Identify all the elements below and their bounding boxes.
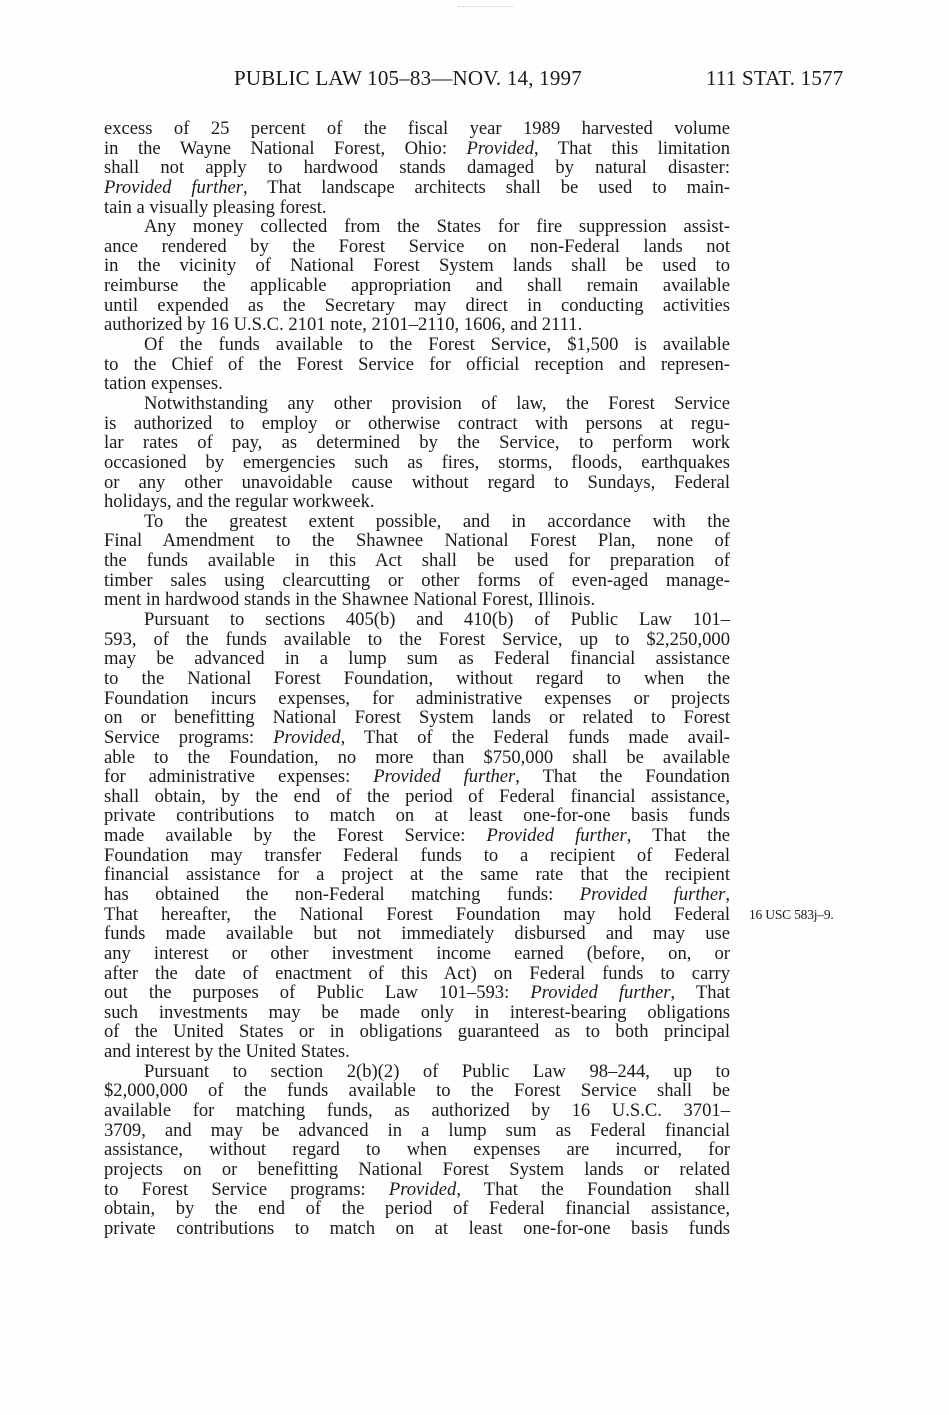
text-line: [104, 964, 730, 984]
text-run: and interest by the United States.: [104, 1041, 350, 1063]
text-run: in the vicinity of National Forest System lands shall be used to: [104, 255, 730, 277]
text-line: [104, 944, 730, 964]
text-run: until expended as the Secretary may direct in conducting activities: [104, 294, 730, 316]
text-line: [104, 335, 730, 355]
italic-term: Provided further: [579, 883, 726, 905]
text-run: ment in hardwood stands in the Shawnee National Forest, Illinois.: [104, 589, 596, 611]
running-head-stat-page: 111 STAT. 1577: [706, 66, 844, 90]
italic-term: Provided further: [486, 825, 627, 847]
text-line: [104, 1180, 730, 1200]
text-line: [104, 865, 730, 885]
text-run: on or benefitting National Forest System lands or related to Forest: [104, 707, 730, 729]
text-line: [104, 158, 730, 178]
text-run: , That landscape architects shall be used to main-: [243, 176, 730, 198]
text-line: [104, 355, 730, 375]
text-run: , That: [670, 982, 730, 1004]
text-run: projects on or benefitting National Forest System lands or related: [104, 1158, 730, 1180]
text-line: [104, 728, 730, 748]
text-run: private contributions to match on at least one-for-one basis funds: [104, 1217, 730, 1239]
italic-term: Provided further: [530, 982, 671, 1004]
text-line: [104, 531, 730, 551]
text-run: Foundation incurs expenses, for administrative expenses or projects: [104, 687, 730, 709]
text-line: [104, 198, 730, 218]
text-run: to Forest Service programs:: [104, 1178, 389, 1200]
text-run: $2,000,000 of the funds available to the Forest Service shall be: [104, 1080, 730, 1102]
text-run: That hereafter, the National Forest Foundation may hold Federal: [104, 903, 730, 925]
text-line: [104, 748, 730, 768]
text-run: , That the: [626, 825, 731, 847]
text-line: [104, 1003, 730, 1023]
text-line: [104, 119, 730, 139]
text-run: obtain, by the end of the period of Federal financial assistance,: [104, 1198, 730, 1220]
text-run: shall not apply to hardwood stands damaged by natural disaster:: [104, 157, 730, 179]
italic-term: Provided further: [104, 176, 244, 198]
text-line: [104, 708, 730, 728]
text-line: [104, 983, 730, 1003]
text-line: [104, 414, 730, 434]
italic-term: Provided: [273, 726, 341, 748]
text-line: [104, 1042, 730, 1062]
italic-term: Provided further: [373, 766, 516, 788]
text-run: able to the Foundation, no more than $750,000 shall be available: [104, 746, 730, 768]
text-run: 3709, and may be advanced in a lump sum as Federal financial: [104, 1119, 730, 1141]
text-line: [104, 826, 730, 846]
text-line: [104, 846, 730, 866]
text-run: funds made available but not immediately disbursed and may use: [104, 923, 730, 945]
text-line: [104, 1022, 730, 1042]
text-line: [104, 551, 730, 571]
text-line: [104, 256, 730, 276]
text-line: [104, 237, 730, 257]
text-line: [104, 649, 730, 669]
text-line: [104, 1081, 730, 1101]
text-run: ,: [725, 883, 730, 905]
text-run: tation expenses.: [104, 373, 223, 395]
text-run: Of the funds available to the Forest Service, $1,500 is available: [144, 334, 730, 356]
text-run: such investments may be made only in interest-bearing obligations: [104, 1001, 730, 1023]
text-run: of the United States or in obligations guaranteed as to both principal: [104, 1021, 730, 1043]
text-line: [104, 806, 730, 826]
text-run: made available by the Forest Service:: [104, 825, 487, 847]
margin-note-citation: 16 USC 583j–9.: [749, 907, 834, 922]
body-text: [104, 119, 730, 1239]
text-run: Notwithstanding any other provision of law, the Forest Service: [144, 392, 730, 414]
text-run: Final Amendment to the Shawnee National Forest Plan, none of: [104, 530, 730, 552]
text-run: for administrative expenses:: [104, 766, 374, 788]
text-run: , That the Foundation: [515, 766, 730, 788]
italic-term: Provided: [466, 137, 534, 159]
text-run: authorized by 16 U.S.C. 2101 note, 2101–2110, 1606, and 2111.: [104, 314, 583, 336]
text-line: [104, 433, 730, 453]
text-run: Pursuant to section 2(b)(2) of Public Law 98–244, up to: [144, 1060, 730, 1082]
text-line: [104, 473, 730, 493]
text-line: [104, 492, 730, 512]
text-run: lar rates of pay, as determined by the Service, to perform work: [104, 432, 730, 454]
text-run: has obtained the non-Federal matching funds:: [104, 883, 580, 905]
text-run: reimburse the applicable appropriation and shall remain available: [104, 275, 730, 297]
scan-artifact: [458, 6, 514, 11]
text-run: Pursuant to sections 405(b) and 410(b) of Public Law 101–: [144, 609, 730, 631]
text-line: [104, 453, 730, 473]
text-run: to the Chief of the Forest Service for official reception and represen-: [104, 353, 730, 375]
text-run: To the greatest extent possible, and in accordance with the: [144, 510, 730, 532]
text-run: to the National Forest Foundation, without regard to when the: [104, 667, 730, 689]
running-head: [0, 66, 949, 96]
text-run: Service programs:: [104, 726, 274, 748]
text-line: [104, 885, 730, 905]
text-line: [104, 590, 730, 610]
text-run: after the date of enactment of this Act) on Federal funds to carry: [104, 962, 730, 984]
text-run: any interest or other investment income earned (before, on, or: [104, 942, 730, 964]
text-run: 593, of the funds available to the Forest Service, up to $2,250,000: [104, 628, 730, 650]
text-run: assistance, without regard to when expenses are incurred, for: [104, 1139, 730, 1161]
text-run: private contributions to match on at least one-for-one basis funds: [104, 805, 730, 827]
text-line: [104, 1062, 730, 1082]
text-run: shall obtain, by the end of the period of Federal financial assistance,: [104, 785, 730, 807]
text-run: tain a visually pleasing forest.: [104, 196, 327, 218]
text-line: [104, 924, 730, 944]
text-line: [104, 630, 730, 650]
text-line: [104, 394, 730, 414]
text-line: [104, 787, 730, 807]
text-line: [104, 1199, 730, 1219]
text-run: Foundation may transfer Federal funds to a recipient of Federal: [104, 844, 730, 866]
text-run: Any money collected from the States for fire suppression assist-: [144, 216, 730, 238]
text-line: [104, 767, 730, 787]
text-run: holidays, and the regular workweek.: [104, 491, 375, 513]
running-head-title: PUBLIC LAW 105–83—NOV. 14, 1997: [234, 66, 582, 90]
text-line: [104, 1101, 730, 1121]
text-run: may be advanced in a lump sum as Federal financial assistance: [104, 648, 730, 670]
text-line: [104, 315, 730, 335]
text-line: [104, 571, 730, 591]
text-line: [104, 1121, 730, 1141]
text-run: in the Wayne National Forest, Ohio:: [104, 137, 467, 159]
text-line: [104, 905, 730, 925]
text-run: , That the Foundation shall: [456, 1178, 730, 1200]
text-line: [104, 296, 730, 316]
text-line: [104, 139, 730, 159]
text-line: [104, 178, 730, 198]
text-line: [104, 610, 730, 630]
text-run: timber sales using clearcutting or other forms of even-aged manage-: [104, 569, 730, 591]
text-line: [104, 1219, 730, 1239]
text-run: is authorized to employ or otherwise contract with persons at regu-: [104, 412, 730, 434]
text-line: [104, 512, 730, 532]
text-run: excess of 25 percent of the fiscal year 1989 harvested volume: [104, 118, 730, 139]
text-run: , That this limitation: [533, 137, 730, 159]
text-line: [104, 374, 730, 394]
text-line: [104, 689, 730, 709]
text-run: the funds available in this Act shall be used for preparation of: [104, 550, 730, 572]
text-line: [104, 276, 730, 296]
text-run: occasioned by emergencies such as fires, storms, floods, earthquakes: [104, 451, 730, 473]
text-run: available for matching funds, as authorized by 16 U.S.C. 3701–: [104, 1100, 730, 1122]
text-run: out the purposes of Public Law 101–593:: [104, 982, 531, 1004]
text-run: , That of the Federal funds made avail-: [340, 726, 731, 748]
text-run: financial assistance for a project at the same rate that the recipient: [104, 864, 730, 886]
italic-term: Provided: [388, 1178, 457, 1200]
text-run: or any other unavoidable cause without regard to Sundays, Federal: [104, 471, 730, 493]
text-line: [104, 1160, 730, 1180]
text-line: [104, 669, 730, 689]
text-line: [104, 217, 730, 237]
text-line: [104, 1140, 730, 1160]
text-run: ance rendered by the Forest Service on non-Federal lands not: [104, 235, 730, 257]
